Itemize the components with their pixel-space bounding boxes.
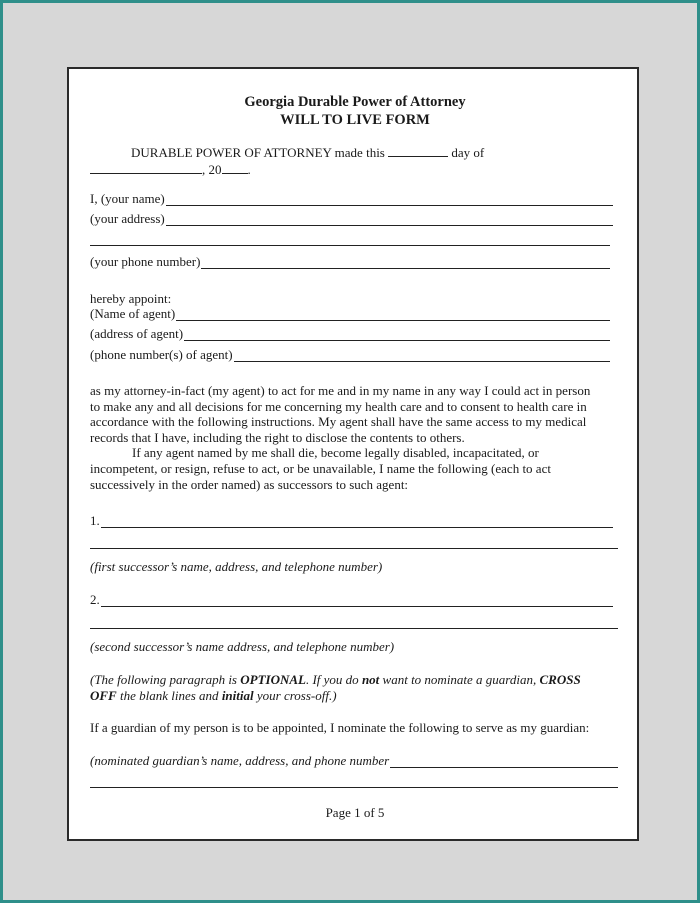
successor1-line-2[interactable] [90,548,618,549]
successor2-line-2[interactable] [90,628,618,629]
guardian-field[interactable] [90,752,618,768]
agent-phone-field[interactable] [90,346,610,362]
optional-note-line-2: OFF the blank lines and initial your cross-off.) [90,688,337,703]
page-footer: Page 1 of 5 [325,805,385,820]
optional-note [90,672,615,704]
paragraph-line: successively in the order named) as successors to such agent: [90,476,409,492]
paragraph-line: incompetent, or resign, refuse to act, or be unavailable, I name the following (each to act [90,460,551,476]
agent-name-blank[interactable] [176,308,610,321]
successor2-field[interactable] [90,591,613,607]
agent-address-label: (address of agent) [90,326,184,341]
your-name-label: I, (your name) [90,191,165,206]
successor1-field[interactable] [90,512,613,528]
day-blank[interactable] [388,156,448,157]
successor1-caption: (first successor’s name, address, and telephone number) [90,559,383,574]
intro-date-line [90,162,251,177]
intro-year: , 20 [202,162,222,177]
your-phone-label: (your phone number) [90,254,201,269]
agent-name-label: (Name of agent) [90,306,176,321]
month-blank[interactable] [90,173,202,174]
agent-address-field[interactable] [90,325,610,341]
optional-note-line-1: (The following paragraph is OPTIONAL. If you do not want to nominate a guardian, CROSS [90,672,581,687]
your-name-blank[interactable] [166,193,613,206]
successor1-number: 1. [90,513,100,528]
optional-emphasis: OPTIONAL [240,672,306,687]
paragraph-line: records that I have, including the right to disclose the contents to others. [90,429,465,445]
paragraph-line: accordance with the following instructions. My agent shall have the same access to my medical [90,414,587,430]
your-name-field[interactable] [90,190,613,206]
guardian-line-2[interactable] [90,787,618,788]
appoint-label: hereby appoint: [90,291,172,306]
intro-line [131,145,484,160]
document-title: Georgia Durable Power of Attorney [244,94,466,110]
intro-text: DURABLE POWER OF ATTORNEY made this [131,145,385,160]
intro-period: . [247,162,251,177]
paragraph-line: If any agent named by me shall die, become legally disabled, incapacitated, or [132,445,539,461]
successor1-blank[interactable] [101,515,613,528]
successor2-blank[interactable] [101,594,613,607]
document-page [67,67,639,841]
authority-paragraph [90,383,615,492]
year-blank[interactable] [222,173,248,174]
paragraph-line: to make any and all decisions for me concerning my health care and to consent to health care in [90,398,587,414]
your-address-field[interactable] [90,210,613,226]
guardian-text: If a guardian of my person is to be appointed, I nominate the following to serve as my guardian: [90,720,590,735]
successor2-number: 2. [90,592,100,607]
agent-name-field[interactable] [90,305,610,321]
document-subtitle: WILL TO LIVE FORM [280,112,430,128]
intro-day-of: day of [451,145,485,160]
guardian-blank[interactable] [390,755,618,768]
successor2-caption: (second successor’s name address, and telephone number) [90,639,395,654]
agent-address-blank[interactable] [184,328,610,341]
cross-emphasis: CROSS [539,672,581,687]
agent-phone-blank[interactable] [234,349,610,362]
your-address-line-2[interactable] [90,245,610,246]
your-address-blank[interactable] [166,213,613,226]
guardian-label: (nominated guardian’s name, address, and phone number [90,753,390,768]
off-emphasis: OFF [90,688,117,703]
your-phone-blank[interactable] [201,256,610,269]
your-address-label: (your address) [90,211,165,226]
paragraph-line: as my attorney-in-fact (my agent) to act for me and in my name in any way I could act in person [90,383,591,398]
your-phone-field[interactable] [90,253,610,269]
agent-phone-label: (phone number(s) of agent) [90,347,233,362]
not-emphasis: not [361,672,380,687]
initial-emphasis: initial [221,688,254,703]
